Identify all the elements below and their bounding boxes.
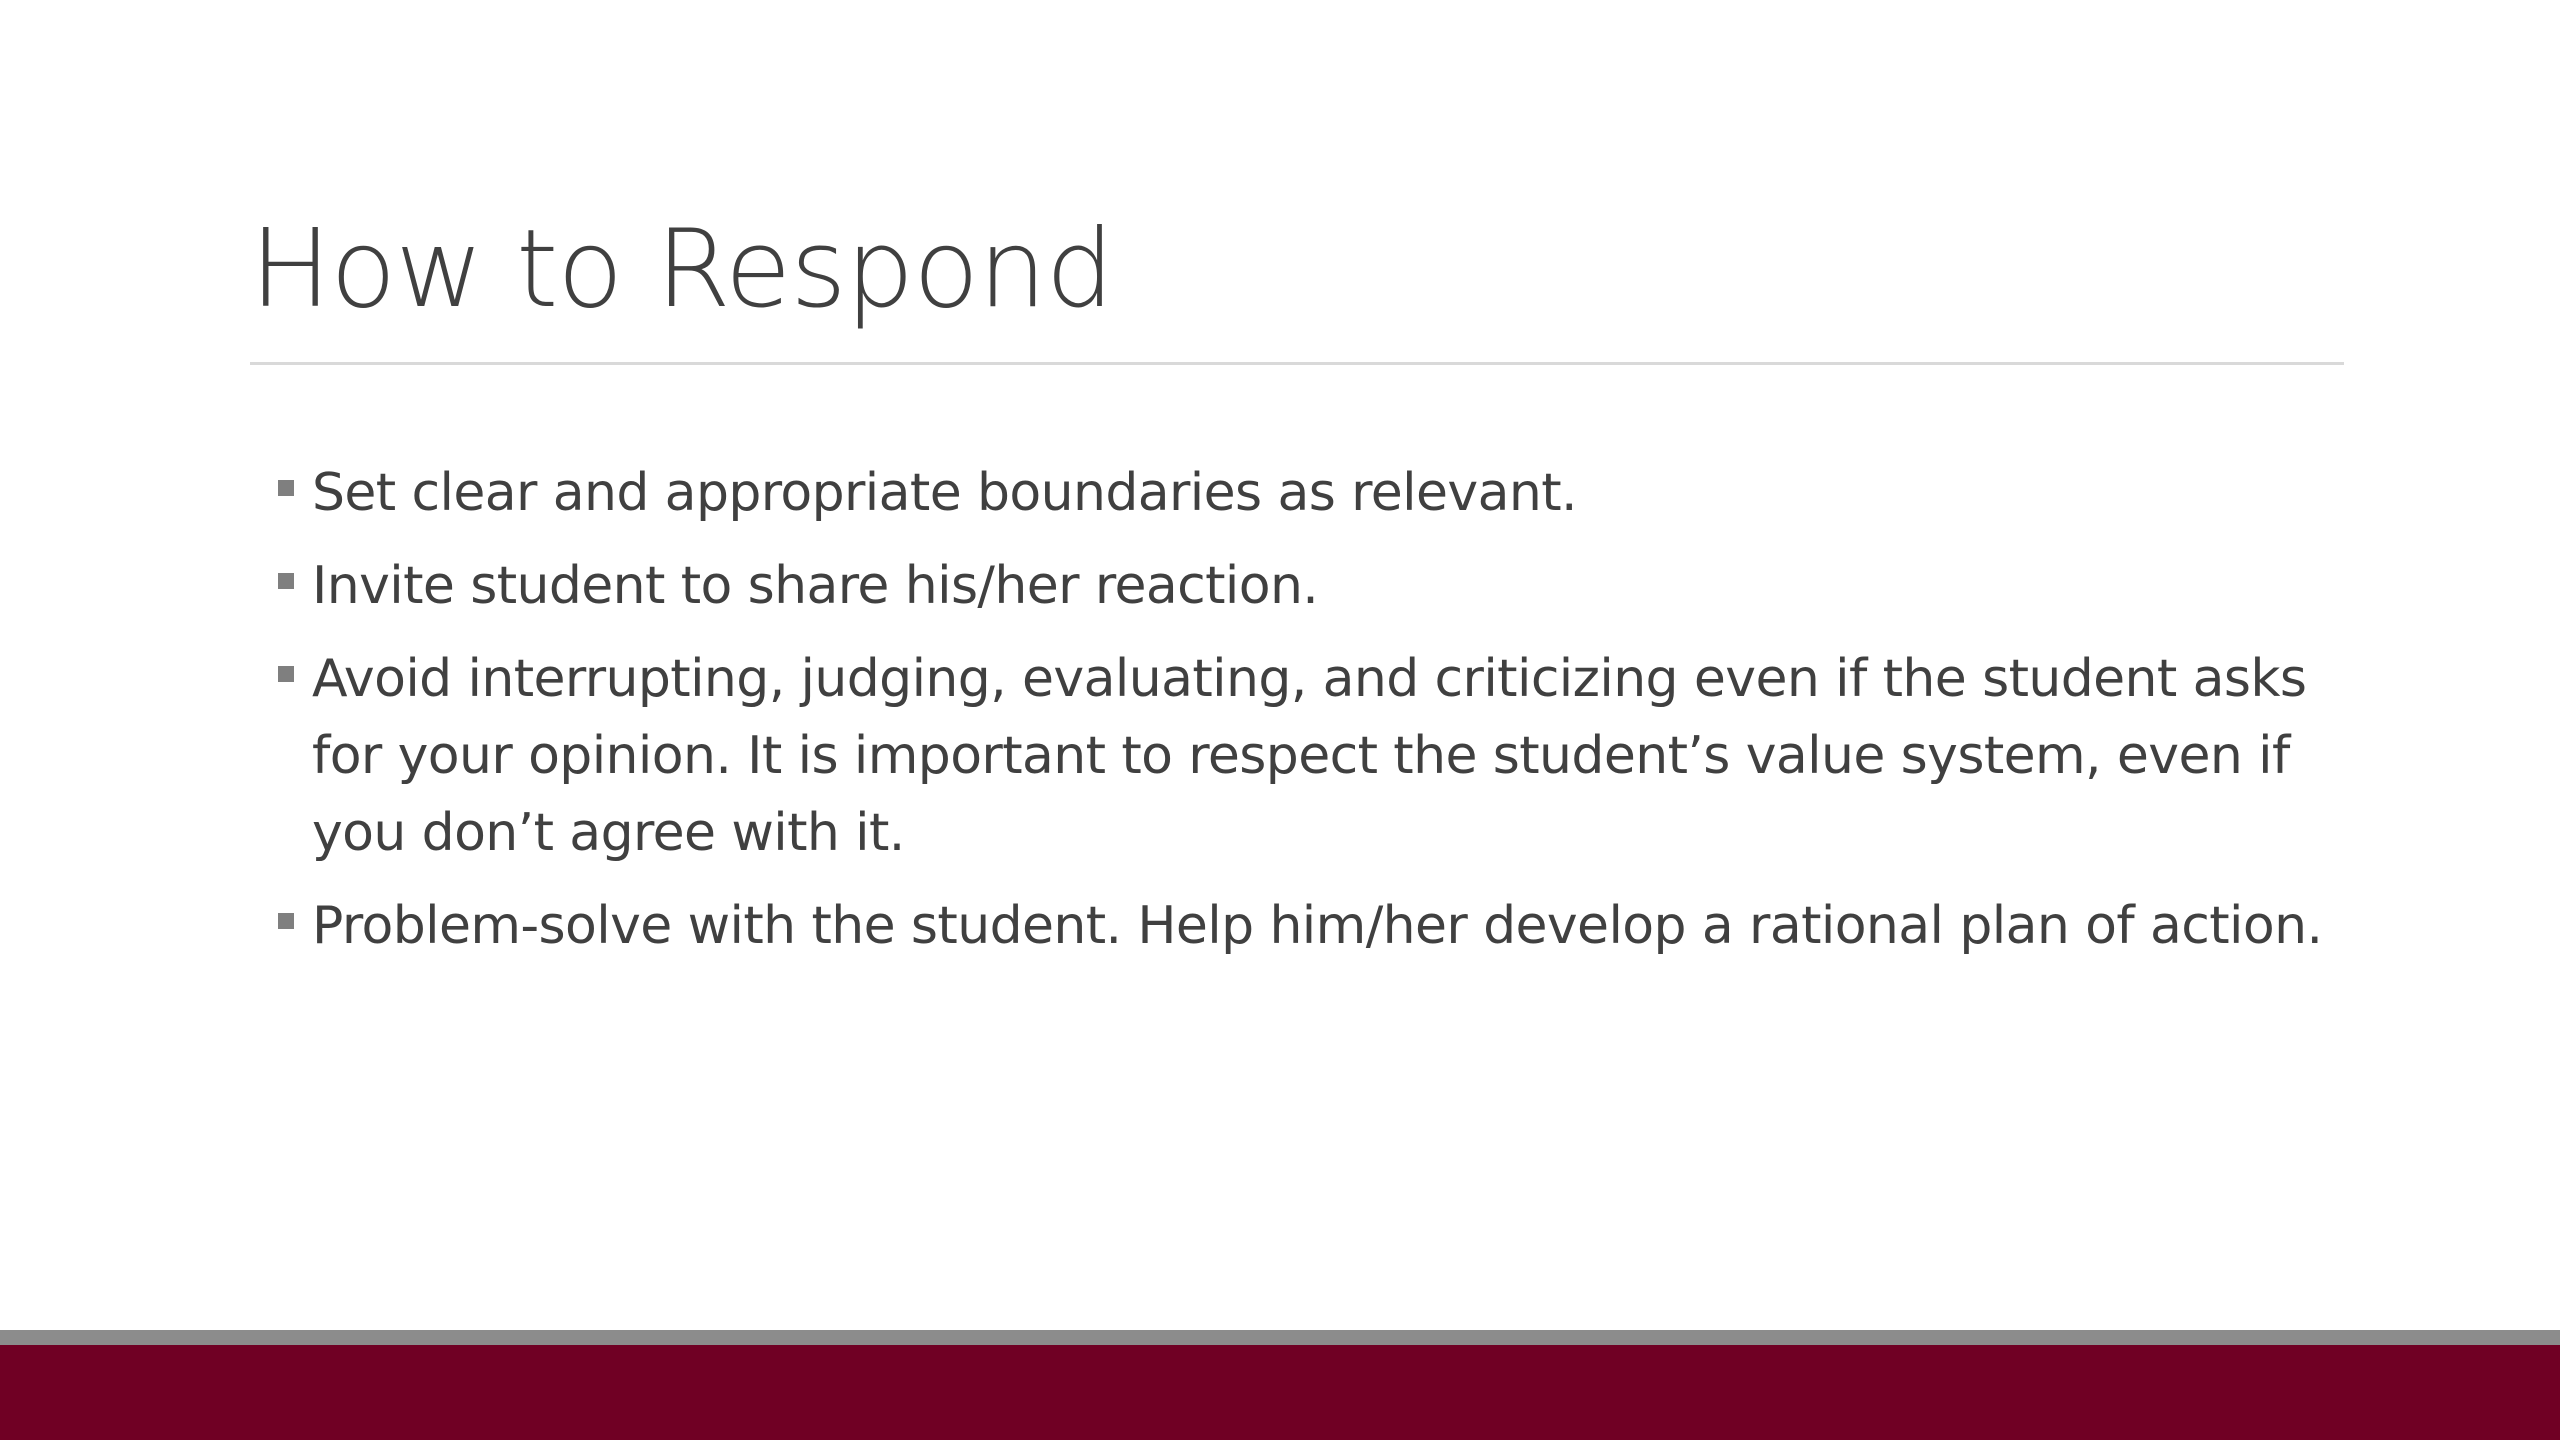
bullet-item [270, 641, 2350, 872]
title-divider [250, 362, 2344, 365]
bullet-item [270, 888, 2350, 965]
footer-gray-stripe [0, 1330, 2560, 1345]
square-bullet-icon [278, 913, 294, 929]
bullet-text: Set clear and appropriate boundaries as relevant. [312, 463, 1577, 523]
bullet-item [270, 455, 2350, 532]
bullet-text: Avoid interrupting, judging, evaluating, and criticizing even if the student asks for your opinion. It is important to respect the student’s value system, even if you don’t agree with it. [312, 649, 2307, 863]
square-bullet-icon [278, 480, 294, 496]
bullet-text: Invite student to share his/her reaction. [312, 556, 1319, 616]
square-bullet-icon [278, 573, 294, 589]
square-bullet-icon [278, 666, 294, 682]
bullet-item [270, 548, 2350, 625]
bullet-text: Problem-solve with the student. Help him/her develop a rational plan of action. [312, 896, 2323, 956]
bullet-list [270, 455, 2350, 981]
footer-accent-band [0, 1345, 2560, 1440]
slide-title: How to Respond [250, 207, 1114, 332]
